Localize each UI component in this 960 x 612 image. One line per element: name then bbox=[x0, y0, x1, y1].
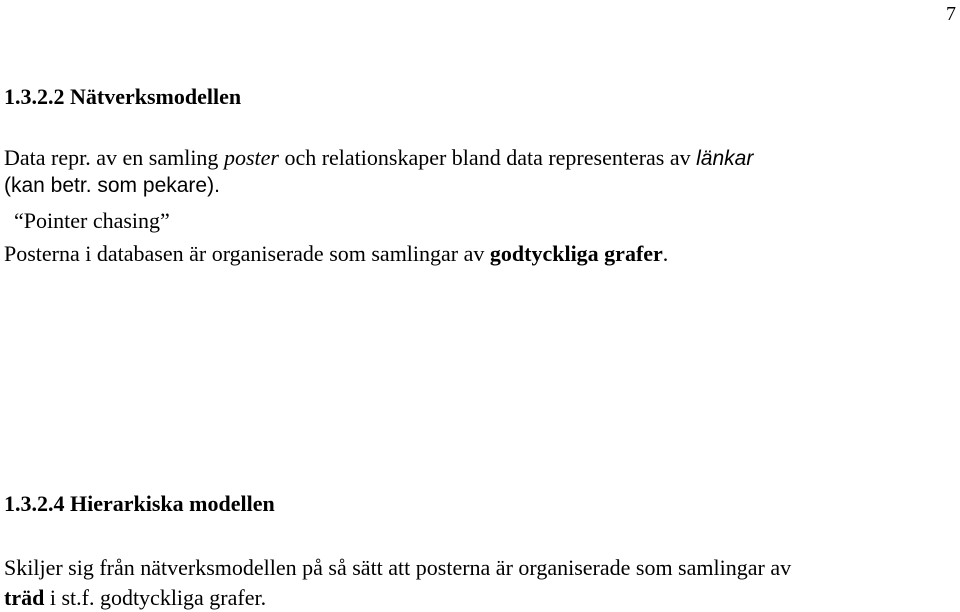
section-heading-hierarchical-model: 1.3.2.4 Hierarkiska modellen bbox=[4, 491, 275, 516]
text-segment: . bbox=[662, 241, 669, 266]
pointer-chasing-quote: “Pointer chasing” bbox=[14, 208, 170, 233]
text-links-italic: länkar bbox=[696, 147, 754, 170]
text-segment: Data repr. av en samling bbox=[4, 145, 224, 170]
text-segment: Posterna i databasen är organiserade som samlingar av bbox=[4, 241, 490, 266]
text-segment: och relationskaper bland data representeras av bbox=[278, 145, 697, 170]
paragraph-line-6 bbox=[4, 585, 266, 611]
page-number: 7 bbox=[946, 3, 956, 25]
text-posts-italic: poster bbox=[223, 145, 279, 170]
text-trees-bold: träd bbox=[4, 585, 45, 610]
section-heading-network-model: 1.3.2.2 Nätverksmodellen bbox=[4, 84, 242, 109]
paragraph-line-4 bbox=[4, 241, 668, 267]
paragraph-line-2: (kan betr. som pekare). bbox=[4, 174, 220, 197]
text-arbitrary-graphs-bold: godtyckliga grafer bbox=[489, 241, 663, 266]
text-segment: i st.f. godtyckliga grafer. bbox=[44, 585, 267, 610]
paragraph-line-5: Skiljer sig från nätverksmodellen på så sätt att posterna är organiserade som samlingar av bbox=[4, 555, 792, 580]
paragraph-line-1 bbox=[4, 145, 753, 172]
